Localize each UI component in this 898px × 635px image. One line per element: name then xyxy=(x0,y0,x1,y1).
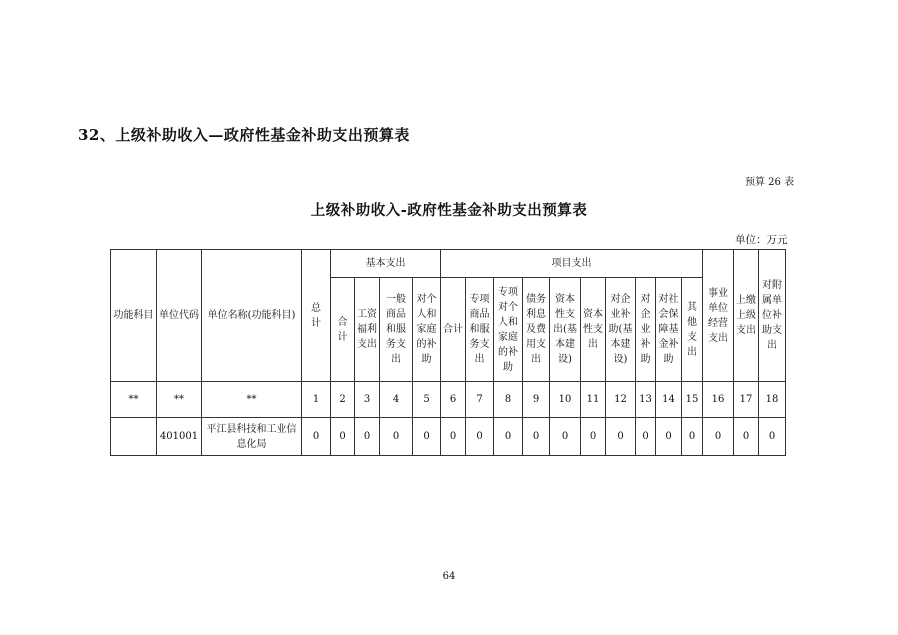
budget-table xyxy=(110,249,786,456)
value-cell: 0 xyxy=(734,418,759,456)
header-capital-basic xyxy=(550,278,581,382)
index-cell: 2 xyxy=(331,382,355,418)
value-cell: 0 xyxy=(441,418,466,456)
value-cell: 0 xyxy=(466,418,494,456)
header-enterprise-text: 对企业补助 xyxy=(640,294,651,365)
header-debt-interest-text: 债务利息及费用支出 xyxy=(526,294,546,365)
index-cell: ** xyxy=(111,382,157,418)
index-cell: 10 xyxy=(550,382,581,418)
value-cell: 0 xyxy=(759,418,786,456)
header-social-security xyxy=(656,278,682,382)
index-cell: 14 xyxy=(656,382,682,418)
value-cell: 0 xyxy=(656,418,682,456)
index-cell: 16 xyxy=(703,382,734,418)
header-project-total xyxy=(441,278,466,382)
value-cell: 0 xyxy=(636,418,656,456)
index-cell: 1 xyxy=(302,382,331,418)
header-other-text: 其他支出 xyxy=(687,301,697,358)
value-cell: 0 xyxy=(581,418,606,456)
table-title: 上级补助收入-政府性基金补助支出预算表 xyxy=(310,202,588,219)
index-cell: 13 xyxy=(636,382,656,418)
header-capital xyxy=(581,278,606,382)
header-enterprise xyxy=(636,278,656,382)
header-basic-group: 基本支出 xyxy=(331,250,441,278)
value-cell: 0 xyxy=(682,418,703,456)
index-cell: 6 xyxy=(441,382,466,418)
header-func-subject: 功能科目 xyxy=(111,250,157,382)
header-upper-payment xyxy=(734,250,759,382)
value-cell: 0 xyxy=(331,418,355,456)
header-goods-services xyxy=(380,278,413,382)
header-goods-services-text: 一般商品和服务支出 xyxy=(386,294,406,365)
header-basic-total-text: 合计 xyxy=(337,316,348,343)
unit-label: 单位：万元 xyxy=(735,234,788,246)
header-enterprise-basic xyxy=(606,278,636,382)
index-cell: 8 xyxy=(494,382,523,418)
index-cell: 5 xyxy=(413,382,441,418)
header-special-personal-text: 专项对个人和家庭的补助 xyxy=(498,286,518,373)
section-heading: 32、上级补助收入—政府性基金补助支出预算表 xyxy=(78,126,410,144)
index-cell: 9 xyxy=(523,382,550,418)
unit-name-text: 平江县科技和工业信息化局 xyxy=(206,423,297,450)
header-special-personal xyxy=(494,278,523,382)
value-cell: 0 xyxy=(413,418,441,456)
unit-code-cell: 401001 xyxy=(157,418,202,456)
value-cell: 0 xyxy=(494,418,523,456)
index-cell: 11 xyxy=(581,382,606,418)
page-number: 64 xyxy=(442,571,456,582)
header-salary-welfare-text: 工资福利支出 xyxy=(357,309,377,350)
header-special-goods xyxy=(466,278,494,382)
header-salary-welfare xyxy=(355,278,380,382)
value-cell: 0 xyxy=(703,418,734,456)
header-personal-family xyxy=(413,278,441,382)
header-unit-name: 单位名称(功能科目) xyxy=(202,250,302,382)
header-other xyxy=(682,278,703,382)
index-cell: 12 xyxy=(606,382,636,418)
index-cell: 4 xyxy=(380,382,413,418)
header-subsidiary xyxy=(759,250,786,382)
index-row xyxy=(111,382,786,418)
header-subsidiary-text: 对附属单位补助支出 xyxy=(762,280,782,351)
index-cell: 18 xyxy=(759,382,786,418)
value-cell: 0 xyxy=(550,418,581,456)
header-capital-text: 资本性支出 xyxy=(583,309,603,350)
unit-name-cell xyxy=(202,418,302,456)
header-total xyxy=(302,250,331,382)
index-cell: ** xyxy=(157,382,202,418)
header-enterprise-basic-text: 对企业补助(基本建设) xyxy=(608,294,633,365)
value-cell: 0 xyxy=(606,418,636,456)
value-cell: 0 xyxy=(523,418,550,456)
header-special-goods-text: 专项商品和服务支出 xyxy=(469,294,490,365)
func-subject-cell xyxy=(111,418,157,456)
header-total-text: 总计 xyxy=(311,302,321,329)
header-business-ops-text: 事业单位经营支出 xyxy=(708,287,728,344)
value-cell: 0 xyxy=(302,418,331,456)
header-business-ops xyxy=(703,250,734,382)
index-cell: ** xyxy=(202,382,302,418)
form-number: 预算 26 表 xyxy=(745,177,795,188)
header-unit-code: 单位代码 xyxy=(157,250,202,382)
header-capital-basic-text: 资本性支出(基本建设) xyxy=(553,294,577,365)
header-social-security-text: 对社会保障基金补助 xyxy=(658,294,679,365)
header-basic-total xyxy=(331,278,355,382)
header-debt-interest xyxy=(523,278,550,382)
header-row-group xyxy=(111,250,786,278)
index-cell: 17 xyxy=(734,382,759,418)
value-cell: 0 xyxy=(355,418,380,456)
header-personal-family-text: 对个人和家庭的补助 xyxy=(416,294,437,365)
header-project-group: 项目支出 xyxy=(441,250,703,278)
table-row xyxy=(111,418,786,456)
header-upper-payment-text: 上缴上级支出 xyxy=(736,295,756,336)
index-cell: 15 xyxy=(682,382,703,418)
index-cell: 7 xyxy=(466,382,494,418)
index-cell: 3 xyxy=(355,382,380,418)
value-cell: 0 xyxy=(380,418,413,456)
header-project-total-text: 合计 xyxy=(443,324,463,335)
